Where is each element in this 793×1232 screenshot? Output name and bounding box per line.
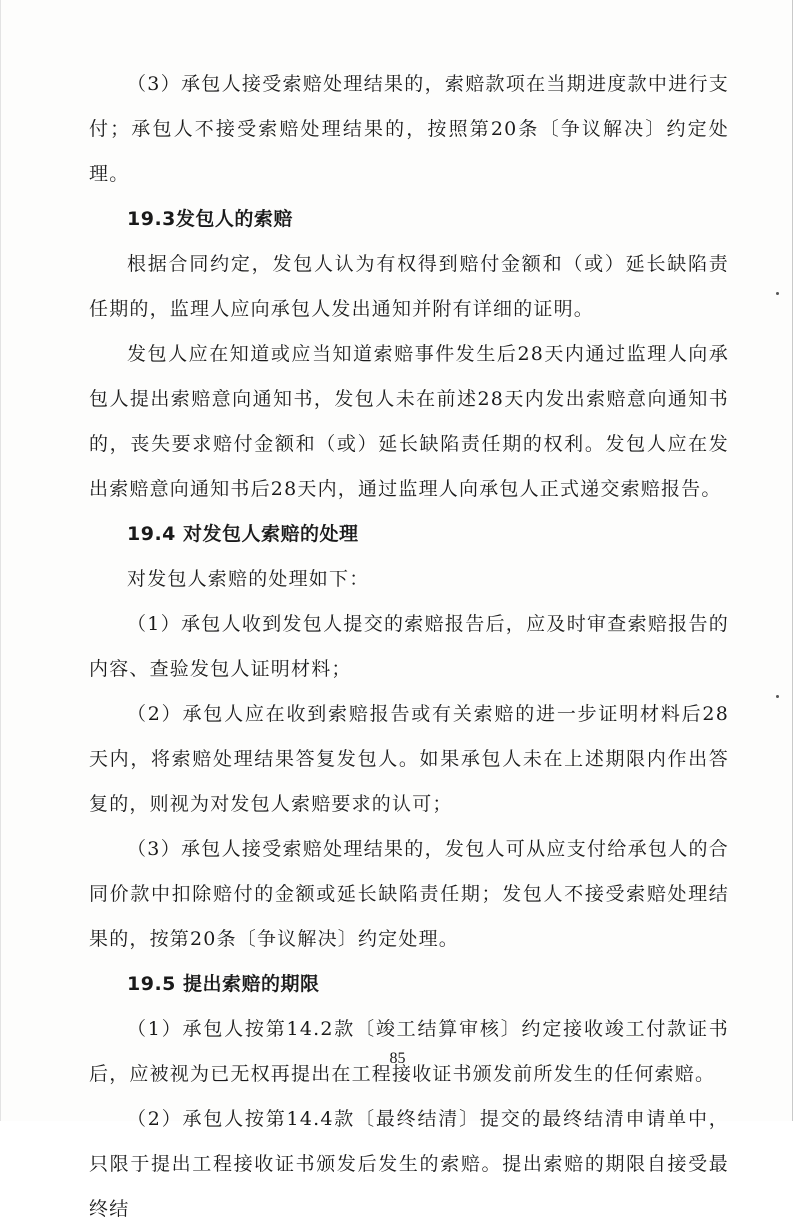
paragraph: （1）承包人按第14.2款〔竣工结算审核〕约定接收竣工付款证书后，应被视为已无权再提出在工程接收证书颁发前所发生的任何索赔。 xyxy=(89,1018,729,1085)
paragraph: （2）承包人按第14.4款〔最终结清〕提交的最终结清申请单中，只限于提出工程接收证书颁发后发生的索赔。提出索赔的期限自接受最终结 xyxy=(89,1108,729,1220)
scan-speck xyxy=(776,695,779,698)
paragraph: （2）承包人应在收到索赔报告或有关索赔的进一步证明材料后28天内，将索赔处理结果答复发包人。如果承包人未在上述期限内作出答复的，则视为对发包人索赔要求的认可； xyxy=(89,703,729,815)
paragraph: （3）承包人接受索赔处理结果的，发包人可从应支付给承包人的合同价款中扣除赔付的金额或延长缺陷责任期；发包人不接受索赔处理结果的，按第20条〔争议解决〕约定处理。 xyxy=(89,838,729,950)
paragraph: 发包人应在知道或应当知道索赔事件发生后28天内通过监理人向承包人提出索赔意向通知书，发包人未在前述28天内发出索赔意向通知书的，丧失要求赔付金额和（或）延长缺陷责任期的权利。发包人应在发出索赔意向通知书后28天内，通过监理人向承包人正式递交索赔报告。 xyxy=(89,343,729,500)
paragraph: 根据合同约定，发包人认为有权得到赔付金额和（或）延长缺陷责任期的，监理人应向承包人发出通知并附有详细的证明。 xyxy=(89,253,729,320)
section-heading: 19.5 提出索赔的期限 xyxy=(127,973,320,995)
paragraph: （3）承包人接受索赔处理结果的，索赔款项在当期进度款中进行支付；承包人不接受索赔处理结果的，按照第20条〔争议解决〕约定处理。 xyxy=(89,73,729,185)
paragraph: 对发包人索赔的处理如下： xyxy=(127,568,370,590)
page-number: 85 xyxy=(389,1050,406,1067)
section-heading: 19.4 对发包人索赔的处理 xyxy=(127,523,359,545)
paragraph: （1）承包人收到发包人提交的索赔报告后，应及时审查索赔报告的内容、查验发包人证明材料； xyxy=(89,613,729,680)
section-heading: 19.3发包人的索赔 xyxy=(127,208,293,230)
scan-speck xyxy=(776,292,779,295)
